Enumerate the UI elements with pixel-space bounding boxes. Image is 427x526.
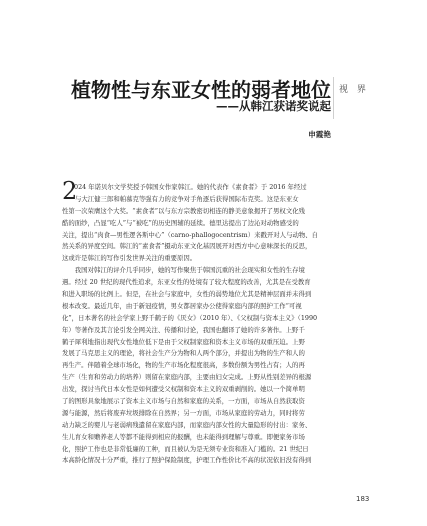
page-number: 183 bbox=[356, 495, 370, 503]
body-line: 化，照护工作也是非常低廉的工种，而且被认为是无须专业资和准入门槛的。21 世纪日 bbox=[62, 444, 309, 453]
body-line: 化”，日本著名的社会学家上野千鹤子的《厌女》（2010 年）、《父权制与资本主义》（1990 bbox=[62, 313, 318, 322]
body-line: 年）等著作及其言论引发全网关注、传播和讨论，我国也翻译了她的许多著作。上野千 bbox=[62, 325, 305, 334]
article-title: 植物性与东亚女性的弱者地位 bbox=[71, 78, 331, 102]
body-line: 生儿育女和赡养老人等都不能得到相应的报酬，也未能得到理解与尊重。即便家务市场 bbox=[62, 432, 305, 441]
body-line: 关注，提出“肉食—男性逻各斯中心”（carno-phallogocentrism）来戳开对人与动物、自 bbox=[62, 230, 319, 239]
body-line: 出发，探讨当代日本女性是如何遭受父权制和资本主义的双重剥削的。她以一个简单明 bbox=[62, 385, 305, 394]
drop-cap: 2 bbox=[62, 177, 78, 205]
body-line: 遇。经过 20 世纪的现代性追求，东亚女性的处境有了较大程度的改善，尤其是在受教育 bbox=[62, 278, 311, 287]
body-line-text: 024 年诺贝尔文学奖授予韩国女作家韩江。她的代表作《素食者》于 2016 年经过 bbox=[74, 183, 307, 191]
body-line: 和进入职场的比例上。但是，在社会与家庭中，女性的弱势地位尤其是精神层面并未得到 bbox=[62, 290, 312, 299]
body-line: 这或许是韩江的写作引发世界关注的重要原因。 bbox=[62, 254, 197, 263]
body-line: 我国对韩江的评介几乎同步，她的写作聚焦于韩国沉重的社会现实和女性的生存境 bbox=[74, 266, 305, 275]
body-line: 再生产。伴随着全球市场化，物的生产市场化程度很高，多数份额为男性占有；人的再 bbox=[62, 361, 305, 370]
article-subtitle: ——从韩江获诺奖说起 bbox=[216, 99, 331, 113]
body-line: 性第一次荣膺这个大奖。“素食者”以与东方宗教密切相连的静美意象揭开了男权文化残 bbox=[62, 206, 305, 215]
body-line: 根本改变。最近几年，由于新冠疫情，男女都居家办公使得家庭内部的照护工作“可视 bbox=[62, 301, 302, 310]
body-line: 与大江健三郎和帕慕克等强有力的竞争对手角逐后获得国际布克奖。这是东亚女 bbox=[75, 194, 299, 203]
body-line: 发展了马克思主义的理论，将社会生产分为物和人两个部分，并提出为物的生产和人的 bbox=[62, 349, 305, 358]
body-line: 酷的面纱，凸显“吃人”与“被吃”的历史图辅的延续。德里达提出了边沁对动物感受的 bbox=[62, 218, 299, 227]
author-name: 申霞艳 bbox=[308, 130, 331, 139]
body-line: 本高龄化情况十分严重，推行了照护保险制度，护理工作性价比不高的状况依旧没有得到 bbox=[62, 456, 312, 465]
body-line: 源与能源，然后将废弃垃圾排除在自然界；另一方面，市场从家庭的劳动力，同时将劳 bbox=[62, 408, 305, 417]
body-line: 鹤子犀利地指出现代女性地位低下是由于父权制家庭和资本主义市场的双重压迫。上野 bbox=[62, 337, 305, 346]
body-line: 动力缺乏的婴儿与老弱病残遣留在家庭内部，而家庭内部女性的大量隐形的付出：家务、 bbox=[62, 420, 312, 429]
body-line: 生产（生育和劳动力的培养）则留在家庭内部，主要由妇女完成。上野从性别差异的根源 bbox=[62, 373, 312, 382]
article-body bbox=[62, 177, 372, 467]
body-line: 了的图形具象地展示了资本主义市场与自然和家庭的关系，一方面，市场从自然获取资 bbox=[62, 397, 305, 406]
section-label: 视 界 bbox=[339, 85, 369, 95]
body-line: 然关系的异度空间。韩江的“素食者”摄动东亚文化基因展开对西方中心意味深长的反思， bbox=[62, 242, 312, 251]
header-divider bbox=[333, 77, 334, 119]
